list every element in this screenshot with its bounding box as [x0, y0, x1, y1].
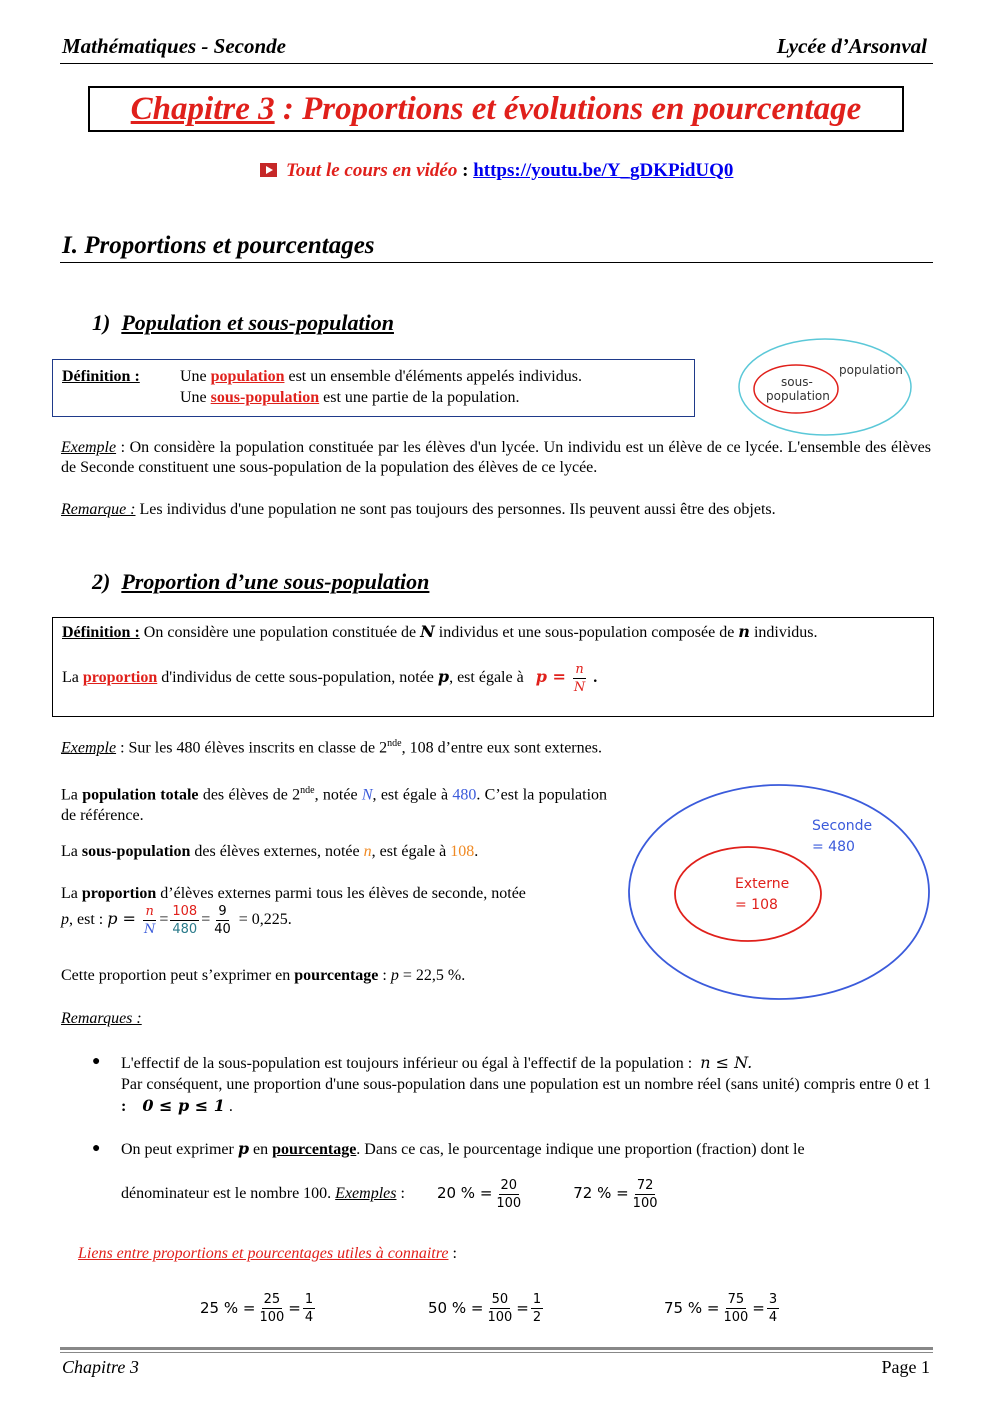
definition-2-box: [52, 617, 934, 717]
footer-right: Page 1: [881, 1357, 930, 1377]
header-rule: [60, 63, 933, 64]
proportion-fraction: $\frac{n}{N}$: [573, 662, 586, 695]
definition-2-line-2: La proportion d'individus de cette sous-population, notée p, est égale à p = $\frac{n}{N}$ .: [62, 662, 598, 695]
chapter-title-text: : Proportions et évolutions en pourcentage: [274, 91, 862, 127]
remark-1-text: Les individus d'une population ne sont pas toujours des personnes. Ils peuvent aussi être des objets.: [135, 501, 776, 518]
video-icon: [260, 163, 277, 177]
header-right: Lycée d’Arsonval: [776, 34, 927, 58]
seconde-value: = 480: [812, 839, 855, 855]
section-rule: [60, 262, 933, 263]
externe-value: = 108: [735, 897, 778, 913]
proportion-formula: p =: [535, 667, 566, 687]
population-diagram-inner-2: population: [766, 389, 830, 403]
definition-1-line-1: Une population est un ensemble d'éléments appelés individus.: [180, 368, 582, 385]
bullet-2-line-1: On peut exprimer p en pourcentage. Dans ce cas, le pourcentage indique une proportion (fraction) dont le: [121, 1139, 805, 1158]
term-proportion: proportion: [82, 669, 158, 687]
video-line: [260, 160, 733, 182]
definition-2-label: Définition :: [62, 624, 140, 641]
equation-50: 50 % = $\frac{50}{100}$ = $\frac{1}{2}$: [428, 1292, 542, 1325]
externe-ellipse: [675, 847, 821, 941]
externe-label: Externe: [735, 876, 790, 892]
term-population: population: [210, 368, 285, 385]
bullet-2-marker: ●: [92, 1141, 101, 1156]
header-left: Mathématiques - Seconde: [62, 34, 286, 58]
seconde-ellipse: [629, 785, 929, 999]
bullet-1: L'effectif de la sous-population est toujours inférieur ou égal à l'effectif de la population : n ≤ N. Par conséquent, une proportion d'une sous-population dans une population est un nombre réel (sans unité) compris entre 0 et 1 : 0 ≤ p ≤ 1 .: [121, 1053, 931, 1115]
population-diagram-inner-1: sous-: [781, 375, 813, 389]
remark-1: [61, 501, 776, 519]
video-label: Tout le cours en vidéo: [286, 160, 458, 181]
seconde-label: Seconde: [812, 818, 873, 834]
subsection-1-label: Population et sous-population: [121, 310, 394, 335]
bullet-1-marker: ●: [92, 1054, 101, 1069]
sous-population-text: La sous-population des élèves externes, notée n, est égale à 108.: [61, 843, 479, 860]
population-totale-text: La population totale des élèves de 2nde, notée N, est égale à 480. C’est la population de référence.: [61, 785, 608, 825]
footer-rule-thin: [60, 1352, 933, 1353]
population-ellipse: [739, 339, 911, 435]
seconde-externe-diagram: [624, 780, 936, 1006]
remark-1-label: Remarque :: [61, 501, 136, 518]
equation-25: 25 % = $\frac{25}{100}$ = $\frac{1}{4}$: [200, 1292, 314, 1325]
chapter-title: [88, 86, 904, 132]
footer-left: Chapitre 3: [62, 1357, 139, 1377]
chapter-number: Chapitre 3: [130, 91, 275, 127]
example-1: [61, 438, 931, 478]
proportion-text: La proportion d’élèves externes parmi tous les élèves de seconde, notée: [61, 885, 526, 902]
definition-1-label: Définition :: [62, 368, 140, 385]
subsection-1-number: 1): [92, 310, 111, 335]
footer-rule-thick: [60, 1347, 933, 1350]
remarks-label: Remarques :: [61, 1010, 142, 1027]
definition-2-line-1: Définition : On considère une population constituée de N individus et une sous-population composée de n individus.: [62, 622, 818, 641]
subsection-1-title: [92, 310, 394, 336]
section-title: I. Proportions et pourcentages: [62, 232, 375, 259]
bullet-2-line-2: dénominateur est le nombre 100. Exemples : 20 % = $\frac{20}{100}$ 72 % = $\frac{72}{100}$: [121, 1177, 658, 1211]
definition-1-box: [52, 359, 695, 417]
video-link[interactable]: https://youtu.be/Y_gDKPidUQ0: [473, 160, 734, 181]
subsection-2-title: [92, 569, 429, 595]
definition-1-line-2: Une sous-population est une partie de la population.: [180, 389, 520, 406]
example-2: Exemple : Sur les 480 élèves inscrits en classe de 2nde, 108 d’entre eux sont externes.: [61, 738, 602, 757]
links-heading: Liens entre proportions et pourcentages utiles à connaitre :: [78, 1245, 457, 1262]
proportion-calculation: p, est : p = $\frac{n}{N}$ = $\frac{108}{480}$ = $\frac{9}{40}$ = 0,225.: [61, 904, 292, 937]
equation-75: 75 % = $\frac{75}{100}$ = $\frac{3}{4}$: [664, 1292, 778, 1325]
example-2-label: Exemple: [61, 739, 117, 757]
subsection-2-number: 2): [92, 569, 111, 594]
subsection-2-label: Proportion d’une sous-population: [121, 569, 430, 594]
population-diagram: [734, 334, 916, 440]
term-sous-population: sous-population: [210, 389, 320, 406]
population-diagram-outer: population: [839, 363, 903, 377]
video-sep: :: [457, 160, 474, 181]
example-1-text: : On considère la population constituée par les élèves d'un lycée. Un individu est un élève de ce lycée. L'ensemble des élèves de Seconde constituent une sous-population de la population des élèves de ce lycée.: [61, 439, 931, 476]
example-1-label: Exemple: [61, 439, 117, 456]
percentage-text: Cette proportion peut s’exprimer en pourcentage : p = 22,5 %.: [61, 967, 466, 984]
